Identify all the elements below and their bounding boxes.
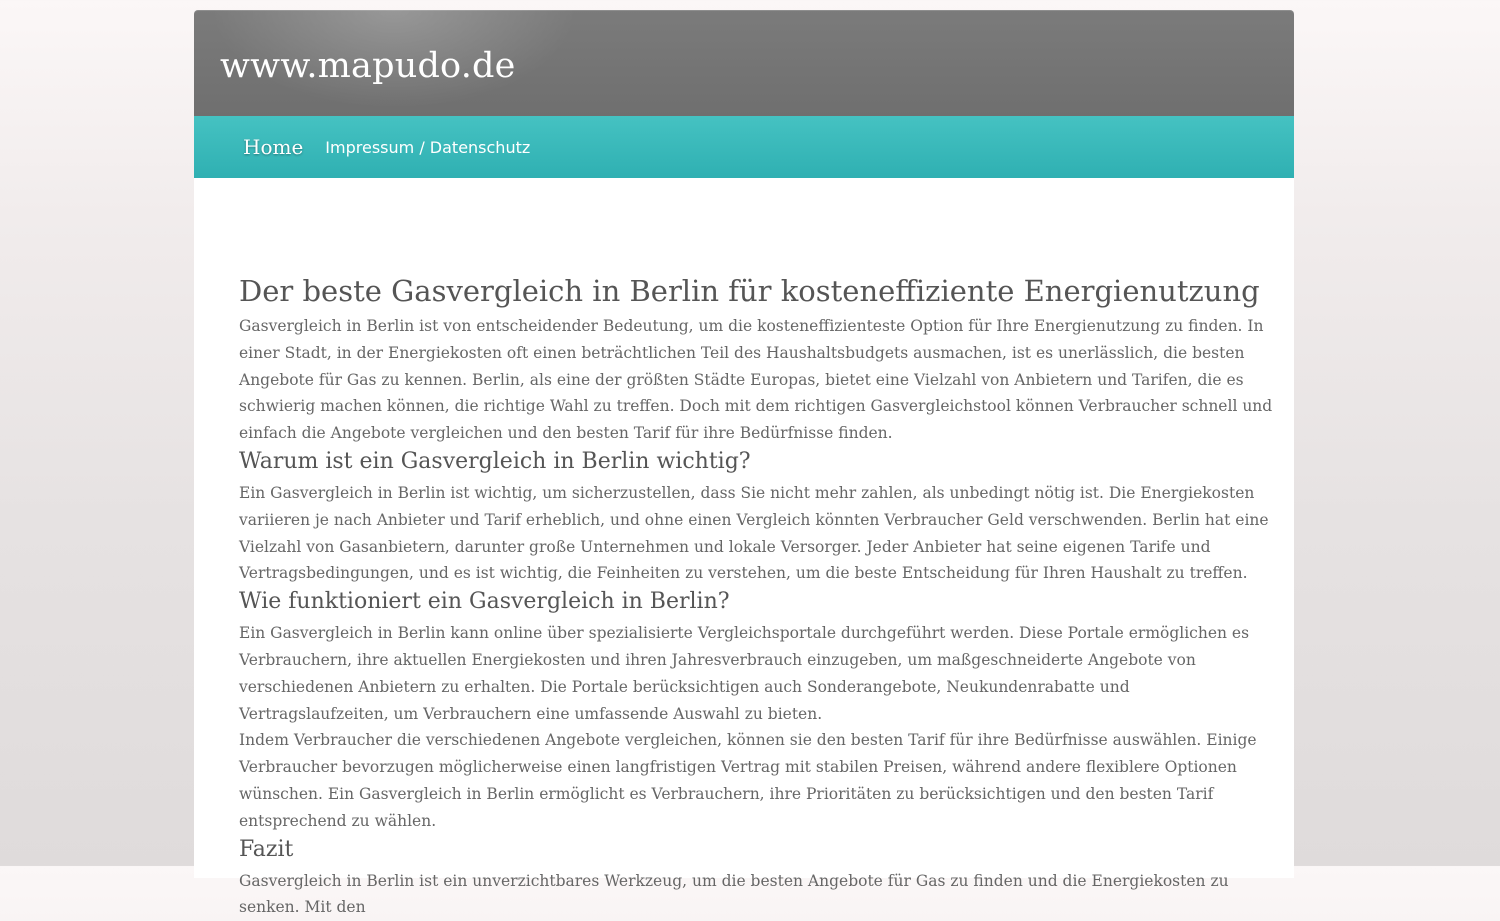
nav-item-home[interactable]: Home xyxy=(243,135,304,159)
page-wrapper xyxy=(194,10,1294,917)
article-intro: Gasvergleich in Berlin ist von entscheidender Bedeutung, um die kosteneffizienteste Option für Ihre Energienutzung zu finden. In einer Stadt, in der Energiekosten oft einen beträchtlichen Teil des Haushaltsbudgets ausmachen, ist es unerlässlich, die besten Angebote für Gas zu kennen. Berlin, als eine der größten Städte Europas, bietet eine Vielzahl von Anbietern und Tarifen, die es schwierig machen können, die richtige Wahl zu treffen. Doch mit dem richtigen Gasvergleichstool können Verbraucher schnell und einfach die Angebote vergleichen und den besten Tarif für ihre Bedürfnisse finden. xyxy=(239,317,1273,443)
site-title[interactable]: www.mapudo.de xyxy=(220,46,516,86)
section-paragraph: Indem Verbraucher die verschiedenen Angebote vergleichen, können sie den besten Tarif für ihre Bedürfnisse auswählen. Einige Verbraucher bevorzugen möglicherweise einen langfristigen Vertrag mit stabilen Preisen, während andere flexiblere Optionen wünschen. Ein Gasvergleich in Berlin ermöglicht es Verbrauchern, ihre Prioritäten zu berücksichtigen und den besten Tarif entsprechend zu wählen. xyxy=(239,731,1257,830)
section-heading-fazit: Fazit xyxy=(239,836,294,862)
main-nav xyxy=(194,116,1294,178)
section-heading-warum: Warum ist ein Gasvergleich in Berlin wichtig? xyxy=(239,448,751,474)
main-content xyxy=(194,178,1294,917)
section-paragraph: Ein Gasvergleich in Berlin kann online über spezialisierte Vergleichsportale durchgeführt werden. Diese Portale ermöglichen es Verbrauchern, ihre aktuellen Energiekosten und ihren Jahresverbrauch einzugeben, um maßgeschneiderte Angebote von verschiedenen Anbietern zu erhalten. Die Portale berücksichtigen auch Sonderangebote, Neukundenrabatte und Vertragslaufzeiten, um Verbrauchern eine umfassende Auswahl zu bieten. xyxy=(239,624,1250,723)
section-paragraph: Gasvergleich in Berlin ist ein unverzichtbares Werkzeug, um die besten Angebote für Gas zu finden und die Energiekosten zu senken. Mit den xyxy=(239,871,1229,917)
article-title: Der beste Gasvergleich in Berlin für kosteneffiziente Energienutzung xyxy=(239,274,1260,308)
site-header xyxy=(194,10,1294,116)
section-heading-wie: Wie funktioniert ein Gasvergleich in Berlin? xyxy=(239,589,730,615)
nav-item-impressum[interactable]: Impressum / Datenschutz xyxy=(325,137,531,157)
section-paragraph: Ein Gasvergleich in Berlin ist wichtig, um sicherzustellen, dass Sie nicht mehr zahlen, als unbedingt nötig ist. Die Energiekosten variieren je nach Anbieter und Tarif erheblich, und ohne einen Vergleich könnten Verbraucher Geld verschwenden. Berlin hat eine Vielzahl von Gasanbietern, darunter große Unternehmen und lokale Versorger. Jeder Anbieter hat seine eigenen Tarife und Vertragsbedingungen, und es ist wichtig, die Feinheiten zu verstehen, um die beste Entscheidung für Ihren Haushalt zu treffen. xyxy=(239,483,1269,583)
